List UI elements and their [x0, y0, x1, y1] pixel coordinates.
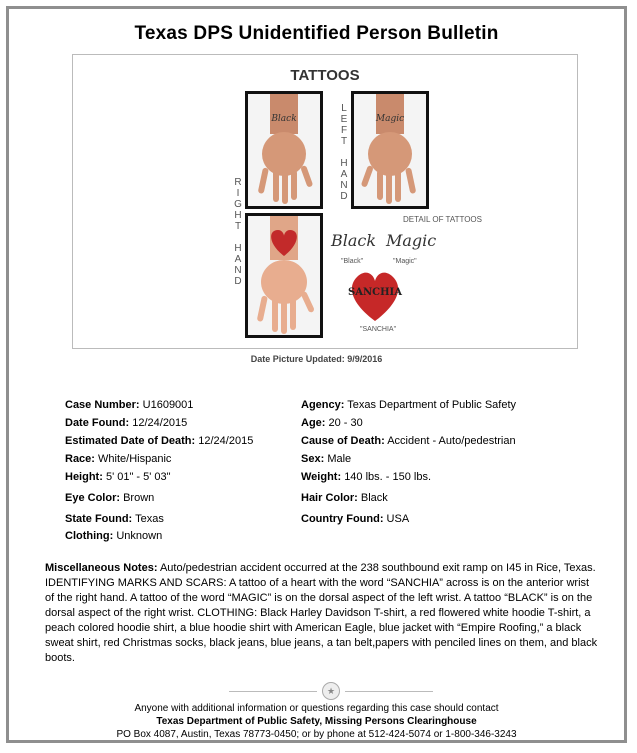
- weight-value: 140 lbs. - 150 lbs.: [344, 471, 432, 483]
- est-death-value: 12/24/2015: [198, 435, 254, 447]
- hand-drawing: [248, 216, 320, 335]
- case-number-value: U1609001: [142, 399, 194, 411]
- clothing-value: Unknown: [116, 530, 163, 542]
- state-found-value: Texas: [135, 513, 164, 525]
- eye-color-row: [65, 491, 154, 505]
- field-label: Weight:: [301, 471, 342, 483]
- field-label: Case Number:: [65, 399, 140, 411]
- field-label: Clothing:: [65, 530, 114, 542]
- clothing-row: [65, 529, 162, 543]
- left-hand-letter: L: [341, 103, 347, 114]
- state-found-row: [65, 512, 164, 526]
- left-hand-letter: N: [340, 180, 348, 191]
- tattoo-magic-detail: Magic: [386, 231, 437, 250]
- age-value: 20 - 30: [328, 417, 363, 429]
- footer-contact-line: Anyone with additional information or questions regarding this case should contact: [134, 703, 499, 714]
- right-hand-letter: I: [236, 188, 240, 199]
- hair-color-row: [301, 491, 388, 505]
- est-death-row: [65, 434, 253, 448]
- hand-drawing: [354, 94, 426, 206]
- country-found-value: USA: [386, 513, 410, 525]
- field-label: Date Found:: [65, 417, 130, 429]
- field-label: State Found:: [65, 513, 133, 525]
- field-label: Height:: [65, 471, 103, 483]
- right-hand-letter: T: [234, 221, 242, 232]
- country-found-row: [301, 512, 409, 526]
- left-hand-letter: D: [340, 191, 348, 202]
- field-label: Eye Color:: [65, 492, 121, 504]
- field-label: Cause of Death:: [301, 435, 385, 447]
- left-hand-letter: A: [340, 169, 348, 180]
- race-value: White/Hispanic: [98, 453, 172, 465]
- hand-drawing: [248, 94, 320, 206]
- field-label: Hair Color:: [301, 492, 358, 504]
- field-label: Race:: [65, 453, 95, 465]
- date-picture-updated: Date Picture Updated: 9/9/2016: [250, 354, 383, 364]
- field-label: Estimated Date of Death:: [65, 435, 196, 447]
- left-hand-dorsal-image: [351, 91, 429, 209]
- right-hand-letter: [233, 232, 243, 243]
- right-hand-letter: N: [234, 265, 242, 276]
- caption-sanchia: "SANCHIA": [360, 326, 397, 333]
- left-hand-letter: T: [340, 136, 348, 147]
- right-hand-anterior-image: [245, 213, 323, 338]
- tattoo-photo: [72, 54, 578, 349]
- weight-row: [301, 470, 431, 484]
- field-label: Agency:: [301, 399, 345, 411]
- tattoo-black-detail: Black: [331, 231, 377, 250]
- cause-of-death-value: Accident - Auto/pedestrian: [387, 435, 516, 447]
- height-row: [65, 470, 171, 484]
- left-hand-letter: H: [340, 158, 348, 169]
- detail-of-tattoos-title: DETAIL OF TATTOOS: [403, 215, 482, 224]
- left-hand-letter: F: [340, 125, 348, 136]
- miscellaneous-notes: [45, 561, 600, 666]
- cause-of-death-row: [301, 434, 516, 448]
- bulletin-title: Texas DPS Unidentified Person Bulletin: [134, 23, 499, 44]
- right-hand-letter: A: [234, 254, 242, 265]
- texas-seal-icon: ★: [322, 682, 340, 700]
- left-hand-letter: [339, 147, 349, 158]
- right-hand-letter: H: [234, 243, 242, 254]
- caption-magic: "Magic": [393, 258, 417, 265]
- sex-value: Male: [327, 453, 352, 465]
- tattoo-magic-wrist: Magic: [375, 114, 405, 124]
- left-hand-letter: E: [340, 114, 348, 125]
- tattoo-sanchia-detail: SANCHIA: [348, 287, 402, 298]
- hair-color-value: Black: [360, 492, 388, 504]
- misc-notes-text: Auto/pedestrian accident occurred at the 238 southbound exit ramp on I45 in Rice, Texas. IDENTIFYING MARKS AND SCARS: A tattoo of a heart with the word “SANCHIA” across is on the anterior wrist of the right hand. A tattoo of the word “MAGIC” is on the dorsal aspect of the left wrist. A tattoo “BLACK” is on the dorsal aspect of the right wrist. CLOTHING: Black Harley Davidson T-shirt, a red flowered white hoodie T-shirt, a peach colored hoodie shirt, a blue hoodie shirt with American Eagle, blue jacket with “Empire Roofing,” a black sweat shirt, red Christmas socks, black jeans, blue jeans, a tan belt,papers with penciled lines on them, and black boots.: [45, 562, 598, 664]
- eye-color-value: Brown: [123, 492, 155, 504]
- tattoo-photo-heading: TATTOOS: [290, 67, 360, 84]
- field-label: Age:: [301, 417, 326, 429]
- right-hand-label: [233, 177, 243, 287]
- right-hand-letter: H: [234, 210, 242, 221]
- footer-address-line: PO Box 4087, Austin, Texas 78773-0450; or by phone at 512-424-5074 or 1-800-346-3243: [116, 729, 517, 740]
- agency-row: [301, 398, 516, 412]
- left-hand-label: [339, 103, 349, 202]
- footer-agency-line: Texas Department of Public Safety, Missing Persons Clearinghouse: [156, 716, 477, 727]
- case-number-row: [65, 398, 193, 412]
- agency-value: Texas Department of Public Safety: [347, 399, 517, 411]
- bulletin-frame: [6, 6, 627, 743]
- field-label: Country Found:: [301, 513, 384, 525]
- field-label: Sex:: [301, 453, 325, 465]
- caption-black: "Black": [341, 258, 364, 265]
- age-row: [301, 416, 363, 430]
- race-row: [65, 452, 171, 466]
- height-value: 5' 01" - 5' 03": [105, 471, 171, 483]
- tattoo-black-wrist: Black: [271, 114, 297, 124]
- right-hand-letter: D: [234, 276, 242, 287]
- right-hand-letter: R: [234, 177, 242, 188]
- right-hand-dorsal-image: [245, 91, 323, 209]
- date-found-row: [65, 416, 187, 430]
- sex-row: [301, 452, 351, 466]
- right-hand-letter: G: [234, 199, 242, 210]
- misc-notes-label: Miscellaneous Notes:: [45, 562, 158, 574]
- footer-divider-right: [345, 691, 433, 692]
- footer-divider-left: [229, 691, 317, 692]
- date-found-value: 12/24/2015: [132, 417, 188, 429]
